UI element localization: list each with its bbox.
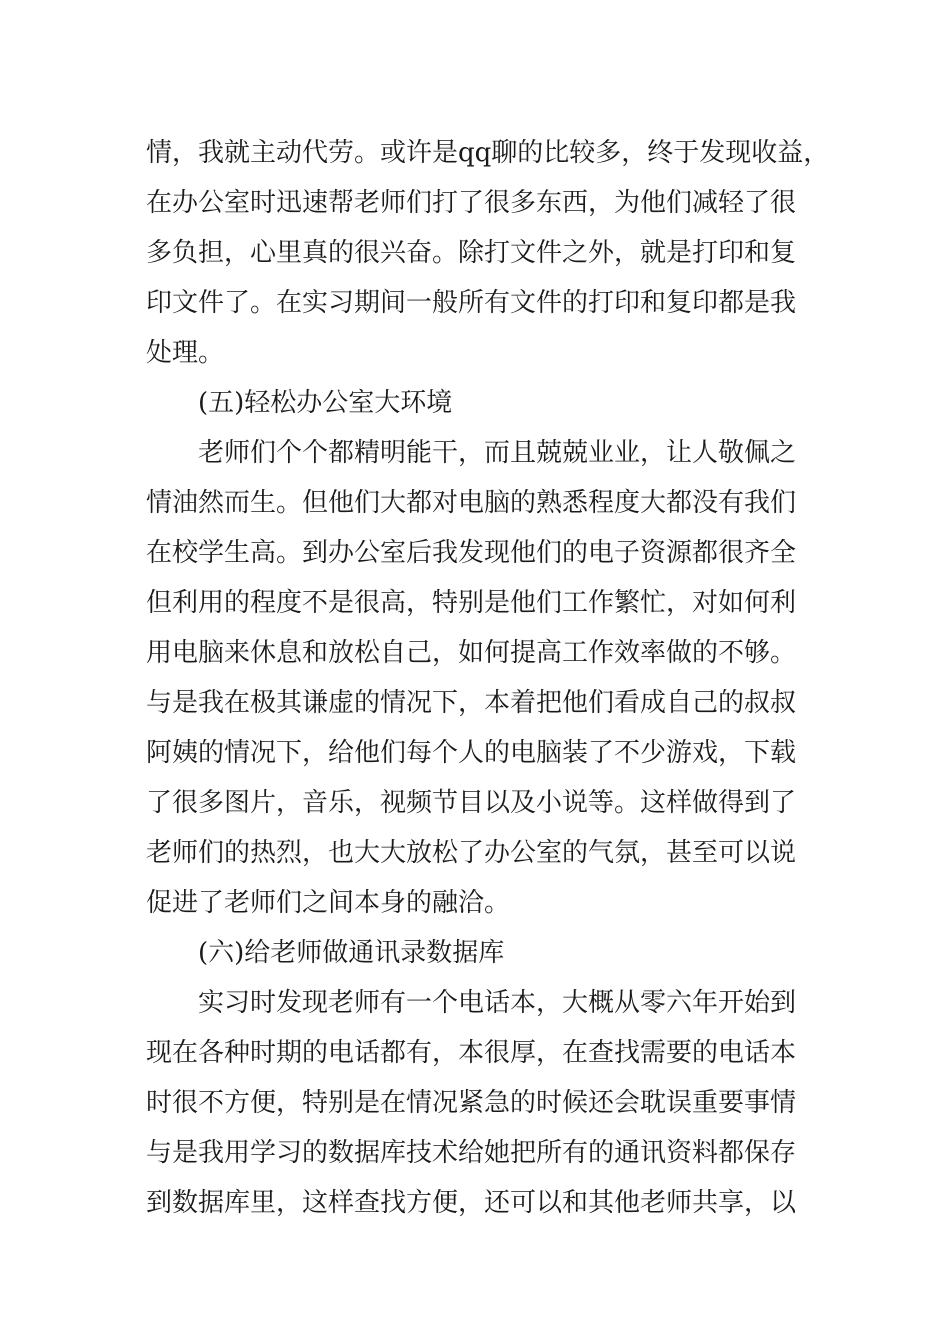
text-line: 实习时发现老师有一个电话本，大概从零六年开始到 xyxy=(198,988,797,1018)
text-line: 促进了老师们之间本身的融洽。 xyxy=(146,888,511,918)
text-line: 在校学生高。到办公室后我发现他们的电子资源都很齐全 xyxy=(146,538,797,568)
text-line: 阿姨的情况下，给他们每个人的电脑装了不少游戏，下载 xyxy=(146,738,797,768)
text-line: 与是我用学习的数据库技术给她把所有的通讯资料都保存 xyxy=(146,1138,797,1168)
text-line: 情，我就主动代劳。或许是qq聊的比较多，终于发现收益， xyxy=(146,138,830,168)
text-line: 但利用的程度不是很高，特别是他们工作繁忙，对如何利 xyxy=(146,588,797,618)
text-line: 印文件了。在实习期间一般所有文件的打印和复印都是我 xyxy=(146,288,797,318)
body-text xyxy=(146,128,830,1228)
text-line: 老师们的热烈，也大大放松了办公室的气氛，甚至可以说 xyxy=(146,838,797,868)
text-line: 现在各种时期的电话都有，本很厚，在查找需要的电话本 xyxy=(146,1038,797,1068)
text-line: 在办公室时迅速帮老师们打了很多东西，为他们减轻了很 xyxy=(146,188,797,218)
text-line: 与是我在极其谦虚的情况下，本着把他们看成自己的叔叔 xyxy=(146,688,797,718)
text-line: 多负担，心里真的很兴奋。除打文件之外，就是打印和复 xyxy=(146,238,797,268)
section-heading: (六)给老师做通讯录数据库 xyxy=(198,938,505,968)
text-line: 处理。 xyxy=(146,338,225,368)
section-heading: (五)轻松办公室大环境 xyxy=(198,388,453,418)
text-line: 老师们个个都精明能干，而且兢兢业业，让人敬佩之 xyxy=(198,438,797,468)
text-line: 用电脑来休息和放松自己，如何提高工作效率做的不够。 xyxy=(146,638,797,668)
text-line: 了很多图片，音乐，视频节目以及小说等。这样做得到了 xyxy=(146,788,797,818)
text-line: 情油然而生。但他们大都对电脑的熟悉程度大都没有我们 xyxy=(146,488,797,518)
text-line: 到数据库里，这样查找方便，还可以和其他老师共享，以 xyxy=(146,1188,797,1218)
text-line: 时很不方便，特别是在情况紧急的时候还会耽误重要事情 xyxy=(146,1088,797,1118)
